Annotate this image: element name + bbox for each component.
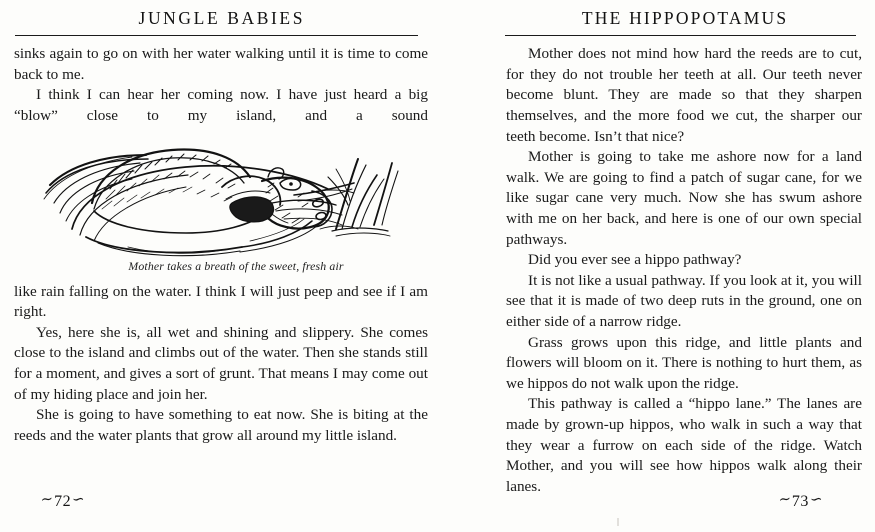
figure-hippo-in-water (14, 133, 428, 274)
body-column-left (14, 44, 428, 126)
paragraph: I think I can hear her coming now. I have just heard a big “blow” close to my island, and a sound (14, 86, 428, 125)
page-number: 72 (54, 493, 72, 510)
paragraph: She is going to have something to eat now. She is biting at the reeds and the water plants that grow all around my little island. (14, 406, 428, 444)
paragraph: sinks again to go on with her water walking until it is time to come back to me. (14, 45, 428, 83)
scan-artifact (617, 518, 619, 526)
body-column-left-lower (14, 282, 428, 447)
running-head-left: JUNGLE BABIES (138, 8, 306, 28)
hippo-illustration (36, 133, 406, 257)
page-right (440, 0, 875, 532)
paragraph: This pathway is called a “hippo lane.” The lanes are made by grown-up hippos, who walk in such a way that they wear a furrow on each side of the ridge. Watch Mother, and you will see how hippos walk along their lanes. (506, 395, 862, 495)
figure-caption: Mother takes a breath of the sweet, fresh air (128, 258, 344, 273)
paragraph: Grass grows upon this ridge, and little plants and flowers will bloom on it. There is nothing to hurt them, as we hippos do not walk upon the ridge. (506, 333, 862, 392)
page-number: 73 (791, 493, 809, 510)
body-column-right (506, 44, 862, 497)
paragraph: Mother is going to take me ashore now for a land walk. We are going to find a patch of sugar cane, for we like sugar cane very much. Now she has swum ashore with me on her back, and here is one of our own special pathways. (506, 148, 862, 248)
paragraph: It is not like a usual pathway. If you look at it, you will see that it is made of two deep ruts in the ground, one on either side of a narrow ridge. (506, 271, 862, 330)
running-head-right: THE HIPPOPOTAMUS (581, 8, 789, 28)
paragraph: Yes, here she is, all wet and shining and slippery. She comes close to the island and climbs out of the water. Then she stands still for a moment, and gives a sort of grunt. That means I may come out of my hiding place and join her. (14, 323, 428, 403)
folio-right (778, 490, 823, 511)
paragraph: like rain falling on the water. I think I will just peep and see if I am right. (14, 282, 428, 321)
paragraph: Mother does not mind how hard the reeds are to cut, for they do not trouble her teeth at all. Our teeth never become blunt. They are made so that they sharpen themselves, and the more food we cut, the sharper our teeth become. Isn’t that nice? (506, 45, 862, 145)
folio-ornament-left-icon: ∽ (39, 491, 54, 509)
folio-ornament-right-icon: ∽ (809, 491, 824, 509)
folio-left (40, 490, 85, 511)
header-rule-right (505, 35, 856, 36)
header-rule-left (15, 35, 418, 36)
folio-ornament-left-icon: ∽ (777, 491, 792, 509)
folio-ornament-right-icon: ∽ (71, 491, 87, 509)
paragraph: Did you ever see a hippo pathway? (528, 251, 742, 269)
